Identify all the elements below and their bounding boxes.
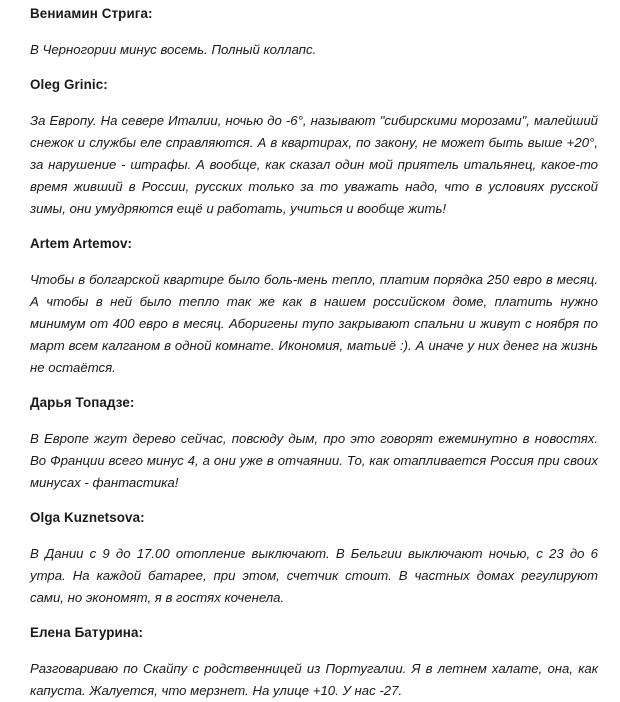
comment-author: Дарья Топадзе: bbox=[30, 395, 135, 410]
comment-entry bbox=[30, 5, 598, 61]
comment-entry bbox=[30, 624, 598, 702]
comment-author: Olga Kuznetsova: bbox=[30, 510, 145, 525]
comment-text: За Европу. На севере Италии, ночью до -6°, называют "сибирскими морозами", малейший снежок и службы еле справляются. А в квартирах, по закону, не может быть выше +20°, за нарушение - штрафы. А вообще, как сказал один мой приятель итальянец, какое-то время живший в России, русских только за то уважать надо, что в условиях русской зимы, они умудряются ещё и работать, учиться и вообще жить! bbox=[30, 113, 598, 216]
comment-entry bbox=[30, 509, 598, 609]
comment-author: Елена Батурина: bbox=[30, 625, 144, 640]
comment-text: В Черногории минус восемь. Полный коллапс. bbox=[30, 42, 317, 57]
comment-author: Artem Artemov: bbox=[30, 236, 133, 251]
comment-text: Чтобы в болгарской квартире было боль-мень тепло, платим порядка 250 евро в месяц. А чтобы в ней было тепло так же как в нашем российском доме, платить нужно минимум от 400 евро в месяц. Аборигены тупо закрывают спальни и живут с ноября по март всем калганом в одной комнате. Икономия, матьиё :). А иначе у них денег на жизнь не остаётся. bbox=[30, 272, 598, 375]
comment-entry bbox=[30, 235, 598, 379]
comment-author: Oleg Grinic: bbox=[30, 77, 108, 92]
comment-text: В Дании с 9 до 17.00 отопление выключают. В Бельгии выключают ночью, с 23 до 6 утра. На каждой батарее, при этом, счетчик стоит. В частных домах регулируют сами, но экономят, я в гостях коченела. bbox=[30, 546, 598, 605]
comment-text: Разговариваю по Скайпу с родственницей из Португалии. Я в летнем халате, она, как капуста. Жалуется, что мерзнет. На улице +10. У нас -27. bbox=[30, 661, 598, 698]
comment-entry bbox=[30, 394, 598, 494]
comment-entry bbox=[30, 76, 598, 220]
comment-author: Вениамин Стрига: bbox=[30, 6, 153, 21]
comment-text: В Европе жгут дерево сейчас, повсюду дым, про это говорят ежеминутно в новостях. Во Франции всего минус 4, а они уже в отчаянии. То, как отапливается Россия при своих минусах - фантастика! bbox=[30, 431, 598, 490]
